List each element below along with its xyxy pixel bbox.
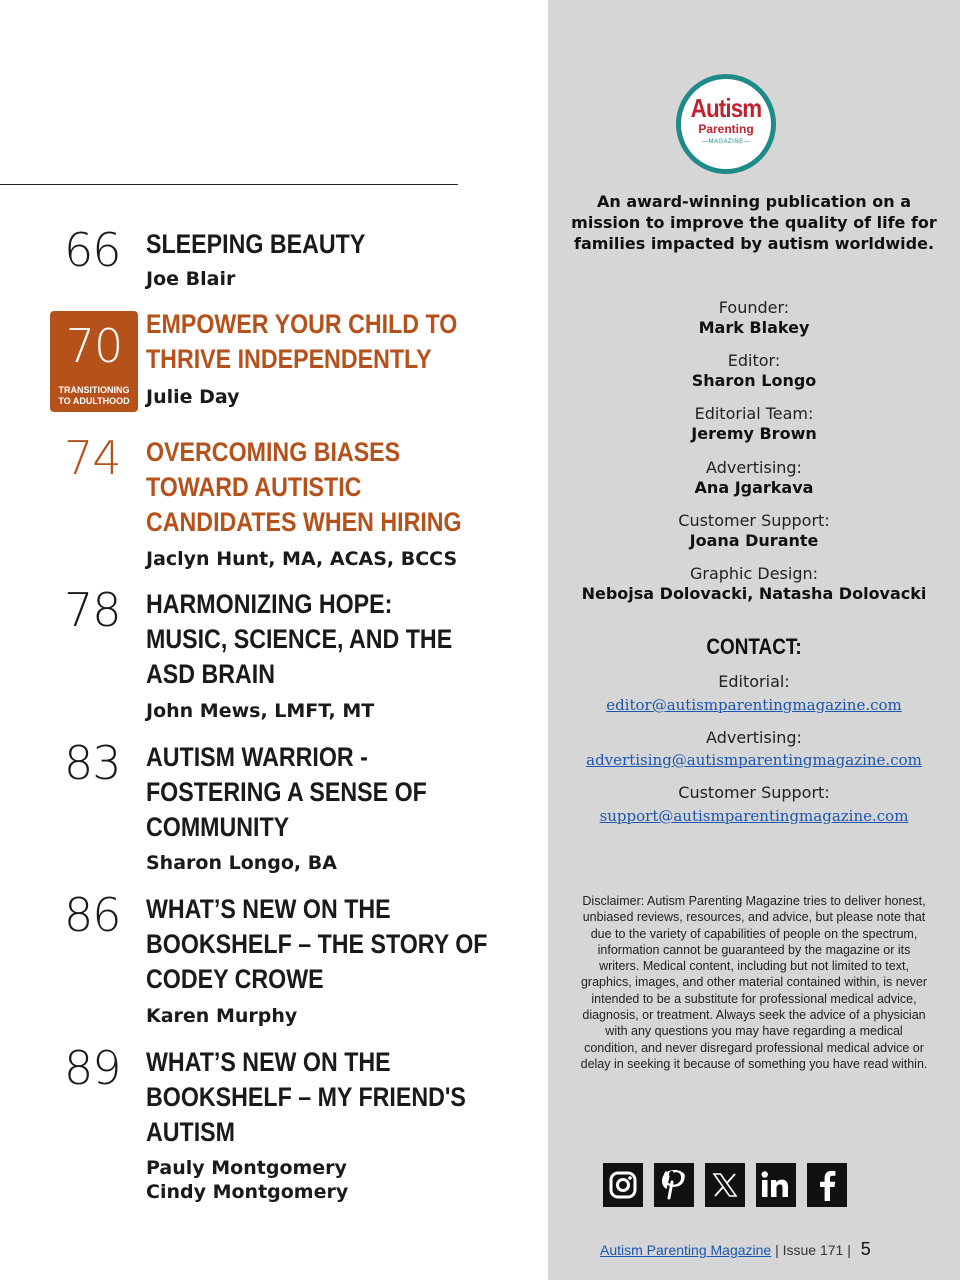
issue-number: Issue 171 xyxy=(782,1242,844,1258)
facebook-icon[interactable] xyxy=(807,1163,847,1207)
editorial-email-link[interactable]: editor@autismparentingmagazine.com xyxy=(606,696,902,714)
article-author: Jaclyn Hunt, MA, ACAS, BCCS xyxy=(146,548,458,570)
staff-name: Ana Jgarkava xyxy=(694,478,814,497)
staff-role: Graphic Design: xyxy=(689,564,819,583)
staff-editorial-team xyxy=(548,404,960,444)
section-label: TRANSITIONING TO ADULTHOOD xyxy=(58,385,130,406)
article-author: Karen Murphy xyxy=(146,1005,298,1027)
staff-name: Joana Durante xyxy=(689,531,819,550)
staff-graphic-design xyxy=(548,564,960,604)
staff-name: Sharon Longo xyxy=(691,371,817,390)
staff-role: Editorial Team: xyxy=(694,404,814,423)
page-number: 83 xyxy=(64,736,121,790)
page-number: 5 xyxy=(860,1239,871,1259)
contact-label: Customer Support: xyxy=(678,783,830,802)
article-title[interactable]: OVERCOMING BIASES TOWARD AUTISTIC CANDIDATES WHEN HIRING xyxy=(146,437,462,537)
staff-name: Mark Blakey xyxy=(698,318,810,337)
support-email-link[interactable]: support@autismparentingmagazine.com xyxy=(599,807,909,825)
article-author: John Mews, LMFT, MT xyxy=(146,700,375,722)
staff-role: Customer Support: xyxy=(678,511,830,530)
disclaimer: Disclaimer: Autism Parenting Magazine tries to deliver honest, unbiased reviews, resources, and advice, but please note that due to the variety of capabilities of people on the spectrum, information cannot be guaranteed by the magazine or its writers. Medical content, including but not limited to text, graphics, images, and other material contained within, is never intended to be a substitute for professional medical advice, diagnosis, or treatment. Always seek the advice of a physician with any questions you may have regarding a medical condition, and never disregard professional medical advice or delay in seeking it because of something you have read within. xyxy=(580,894,928,1071)
staff-advertising xyxy=(548,458,960,498)
page-number: 70 xyxy=(65,319,123,373)
article-author: Pauly Montgomery Cindy Montgomery xyxy=(146,1157,349,1203)
masthead-panel xyxy=(548,0,960,1280)
staff-editor xyxy=(548,351,960,391)
article-title[interactable]: WHAT’S NEW ON THE BOOKSHELF – THE STORY OF CODEY CROWE xyxy=(146,894,488,994)
article-title[interactable]: HARMONIZING HOPE: MUSIC, SCIENCE, AND THE ASD BRAIN xyxy=(146,589,453,689)
contact-heading: CONTACT: xyxy=(706,634,802,659)
article-author: Sharon Longo, BA xyxy=(146,852,337,874)
article-title[interactable]: SLEEPING BEAUTY xyxy=(146,229,366,259)
staff-name: Nebojsa Dolovacki, Natasha Dolovacki xyxy=(581,584,927,603)
article-title[interactable]: AUTISM WARRIOR - FOSTERING A SENSE OF COMMUNITY xyxy=(146,742,427,842)
page-footer xyxy=(600,1238,940,1260)
staff-role: Founder: xyxy=(718,298,790,317)
staff-founder xyxy=(548,298,960,338)
instagram-icon[interactable] xyxy=(603,1163,643,1207)
staff-customer-support xyxy=(548,511,960,551)
tagline: An award-winning publication on a mission to improve the quality of life for families impacted by autism worldwide. xyxy=(571,192,937,253)
contact-label: Editorial: xyxy=(718,672,790,691)
magazine-link[interactable]: Autism Parenting Magazine xyxy=(600,1242,772,1258)
staff-role: Editor: xyxy=(727,351,781,370)
divider xyxy=(0,184,458,185)
footer-separator: | xyxy=(775,1242,779,1258)
pinterest-icon[interactable] xyxy=(654,1163,694,1207)
article-author: Joe Blair xyxy=(146,268,236,290)
x-icon[interactable] xyxy=(705,1163,745,1207)
section-badge xyxy=(50,311,138,412)
advertising-email-link[interactable]: advertising@autismparentingmagazine.com xyxy=(586,751,922,769)
footer-separator: | xyxy=(847,1242,851,1258)
page-number: 78 xyxy=(64,583,121,637)
contact-label: Advertising: xyxy=(706,728,802,747)
article-author: Julie Day xyxy=(146,386,240,408)
page-number: 66 xyxy=(64,223,121,277)
staff-role: Advertising: xyxy=(706,458,802,477)
staff-name: Jeremy Brown xyxy=(691,424,817,443)
magazine-logo[interactable]: Autism Parenting —MAGAZINE— xyxy=(676,74,776,174)
page-number: 86 xyxy=(64,888,121,942)
linkedin-icon[interactable] xyxy=(756,1163,796,1207)
article-title[interactable]: WHAT’S NEW ON THE BOOKSHELF – MY FRIEND'S AUTISM xyxy=(146,1047,466,1147)
social-links xyxy=(603,1163,903,1207)
page-number: 74 xyxy=(64,431,121,485)
article-title[interactable]: EMPOWER YOUR CHILD TO THRIVE INDEPENDENTLY xyxy=(146,309,458,374)
page-number: 89 xyxy=(64,1041,121,1095)
